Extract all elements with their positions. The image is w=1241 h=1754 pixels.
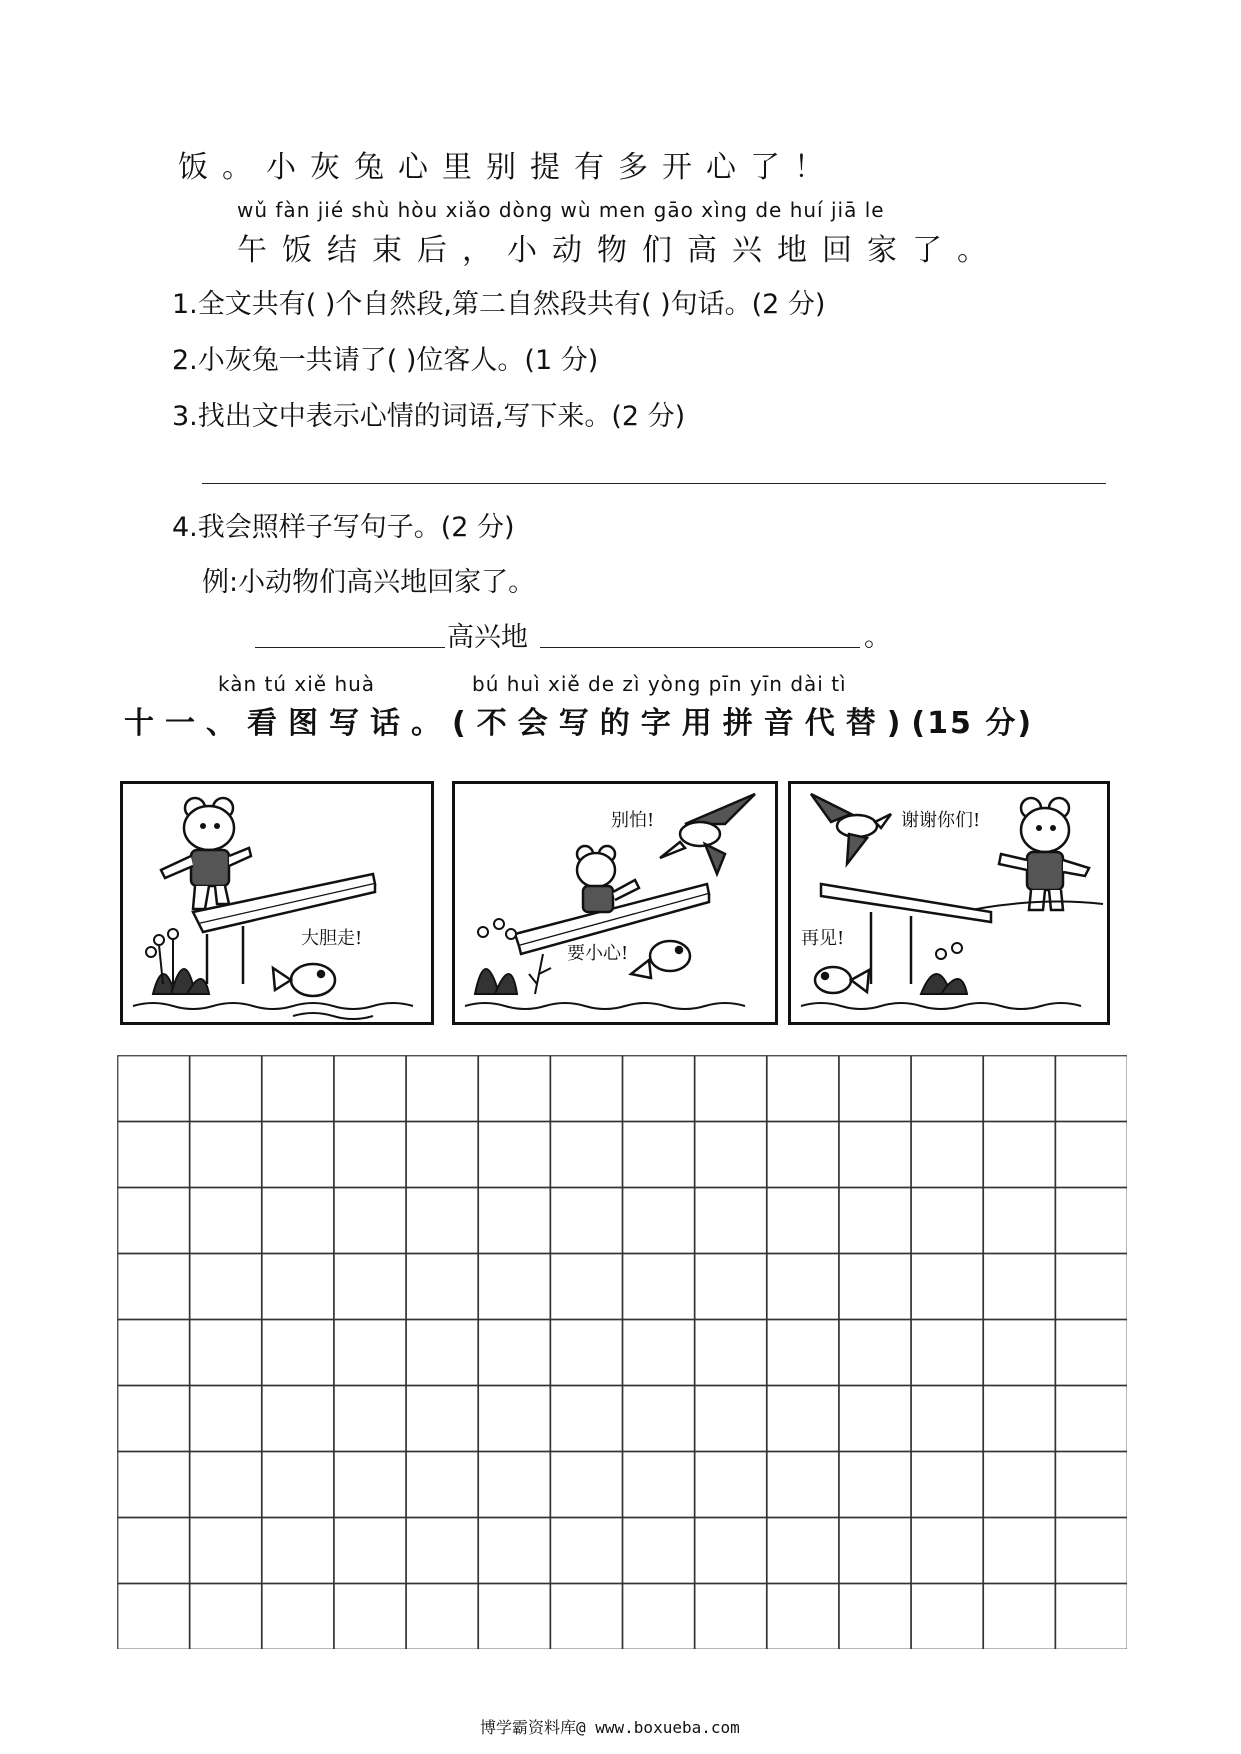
grid-cell[interactable] [839, 1254, 911, 1320]
grid-cell[interactable] [478, 1122, 550, 1188]
passage-line-1: 饭。小灰兔心里别提有多开心了！ [178, 150, 838, 185]
grid-cell[interactable] [118, 1122, 190, 1188]
grid-cell[interactable] [262, 1584, 334, 1649]
grid-cell[interactable] [695, 1254, 767, 1320]
passage-line-2-pinyin: wǔ fàn jié shù hòu xiǎo dòng wù men gāo xìng de huí jiā le [237, 198, 885, 222]
grid-cell[interactable] [695, 1452, 767, 1518]
question-4: 4.我会照样子写句子。(2 分) [172, 512, 515, 543]
grid-cell[interactable] [983, 1056, 1055, 1122]
grid-cell[interactable] [551, 1254, 623, 1320]
grid-cell[interactable] [1056, 1452, 1127, 1518]
grid-cell[interactable] [1056, 1188, 1127, 1254]
grid-cell[interactable] [983, 1518, 1055, 1584]
grid-cell[interactable] [334, 1320, 406, 1386]
grid-cell[interactable] [118, 1518, 190, 1584]
grid-cell[interactable] [551, 1122, 623, 1188]
question-4-fill-end: 。 [864, 622, 891, 653]
grid-cell[interactable] [118, 1188, 190, 1254]
grid-cell[interactable] [623, 1518, 695, 1584]
grid-cell[interactable] [406, 1254, 478, 1320]
grid-cell[interactable] [262, 1122, 334, 1188]
grid-cell[interactable] [334, 1584, 406, 1649]
grid-cell[interactable] [623, 1122, 695, 1188]
grid-cell[interactable] [334, 1188, 406, 1254]
grid-cell[interactable] [190, 1452, 262, 1518]
grid-cell[interactable] [623, 1188, 695, 1254]
grid-cell[interactable] [1056, 1320, 1127, 1386]
footer-watermark: 博学霸资料库@ www.boxueba.com [480, 1718, 740, 1737]
grid-cell[interactable] [911, 1320, 983, 1386]
grid-cell[interactable] [839, 1188, 911, 1254]
grid-cell[interactable] [551, 1584, 623, 1649]
panel-3-speech-fish: 再见! [801, 928, 845, 949]
grid-cell[interactable] [334, 1518, 406, 1584]
grid-cell[interactable] [767, 1254, 839, 1320]
grid-cell[interactable] [118, 1320, 190, 1386]
grid-cell[interactable] [695, 1056, 767, 1122]
grid-cell[interactable] [983, 1584, 1055, 1649]
grid-cell[interactable] [478, 1518, 550, 1584]
grid-cell[interactable] [334, 1452, 406, 1518]
grid-cell[interactable] [262, 1386, 334, 1452]
grid-cell[interactable] [839, 1320, 911, 1386]
grid-cell[interactable] [190, 1584, 262, 1649]
grid-cell[interactable] [839, 1518, 911, 1584]
grid-cell[interactable] [478, 1254, 550, 1320]
grid-cell[interactable] [767, 1518, 839, 1584]
grid-cell[interactable] [190, 1056, 262, 1122]
grid-cell[interactable] [1056, 1518, 1127, 1584]
grid-cell[interactable] [623, 1386, 695, 1452]
grid-cell[interactable] [695, 1320, 767, 1386]
grid-cell[interactable] [406, 1518, 478, 1584]
grid-cell[interactable] [551, 1188, 623, 1254]
grid-cell[interactable] [983, 1254, 1055, 1320]
grid-cell[interactable] [406, 1584, 478, 1649]
grid-cell[interactable] [478, 1584, 550, 1649]
grid-cell[interactable] [911, 1122, 983, 1188]
grid-cell[interactable] [911, 1254, 983, 1320]
grid-cell[interactable] [262, 1518, 334, 1584]
grid-cell[interactable] [767, 1584, 839, 1649]
grid-cell[interactable] [262, 1254, 334, 1320]
question-2: 2.小灰兔一共请了( )位客人。(1 分) [172, 345, 599, 376]
grid-cell[interactable] [767, 1320, 839, 1386]
grid-cell[interactable] [118, 1452, 190, 1518]
grid-cell[interactable] [190, 1386, 262, 1452]
grid-cell[interactable] [767, 1452, 839, 1518]
grid-cell[interactable] [190, 1320, 262, 1386]
grid-cell[interactable] [478, 1188, 550, 1254]
grid-cell[interactable] [334, 1386, 406, 1452]
panel-1-illustration [123, 784, 431, 1022]
grid-cell[interactable] [839, 1386, 911, 1452]
grid-cell[interactable] [911, 1518, 983, 1584]
panel-2-speech-bird: 别怕! [611, 810, 655, 831]
section-11-title-note: (不会写的字用拼音代替) [452, 706, 912, 741]
grid-cell[interactable] [551, 1386, 623, 1452]
grid-cell[interactable] [551, 1320, 623, 1386]
section-11-pinyin-b: bú huì xiě de zì yòng pīn yīn dài tì [472, 672, 847, 696]
grid-cell[interactable] [478, 1056, 550, 1122]
grid-cell[interactable] [478, 1452, 550, 1518]
grid-cell[interactable] [406, 1320, 478, 1386]
grid-cell[interactable] [334, 1056, 406, 1122]
grid-cell[interactable] [118, 1386, 190, 1452]
grid-cell[interactable] [190, 1122, 262, 1188]
section-11-score: (15 分) [911, 706, 1034, 741]
grid-cell[interactable] [551, 1452, 623, 1518]
grid-cell[interactable] [911, 1386, 983, 1452]
picture-panel-1 [120, 781, 434, 1025]
picture-panel-2 [452, 781, 778, 1025]
grid-cell[interactable] [623, 1254, 695, 1320]
panel-2-speech-fish: 要小心! [567, 943, 629, 964]
grid-cell[interactable] [767, 1122, 839, 1188]
grid-cell[interactable] [262, 1320, 334, 1386]
grid-cell[interactable] [839, 1452, 911, 1518]
grid-cell[interactable] [406, 1122, 478, 1188]
grid-cell[interactable] [983, 1188, 1055, 1254]
grid-cell[interactable] [334, 1122, 406, 1188]
writing-grid-lines [117, 1055, 1127, 1649]
grid-cell[interactable] [406, 1188, 478, 1254]
grid-cell[interactable] [551, 1056, 623, 1122]
grid-cell[interactable] [767, 1056, 839, 1122]
writing-grid[interactable] [117, 1055, 1127, 1649]
question-4-blank-2[interactable] [540, 647, 860, 648]
section-11-pinyin-a: kàn tú xiě huà [218, 672, 376, 696]
grid-cell[interactable] [406, 1452, 478, 1518]
grid-cell[interactable] [406, 1056, 478, 1122]
grid-cell[interactable] [623, 1584, 695, 1649]
grid-cell[interactable] [1056, 1584, 1127, 1649]
grid-cell[interactable] [478, 1320, 550, 1386]
grid-cell[interactable] [1056, 1386, 1127, 1452]
grid-cell[interactable] [695, 1518, 767, 1584]
grid-cell[interactable] [262, 1188, 334, 1254]
grid-cell[interactable] [767, 1386, 839, 1452]
section-11-title-main: 十一、看图写话。 [124, 706, 452, 741]
grid-cell[interactable] [839, 1122, 911, 1188]
grid-cell[interactable] [118, 1056, 190, 1122]
grid-cell[interactable] [118, 1254, 190, 1320]
grid-cell[interactable] [623, 1320, 695, 1386]
grid-cell[interactable] [262, 1056, 334, 1122]
grid-cell[interactable] [983, 1452, 1055, 1518]
question-3-answer-line[interactable] [202, 483, 1106, 484]
grid-cell[interactable] [911, 1452, 983, 1518]
question-3: 3.找出文中表示心情的词语,写下来。(2 分) [172, 401, 686, 432]
question-4-fill-word: 高兴地 [447, 622, 528, 653]
grid-cell[interactable] [623, 1056, 695, 1122]
grid-cell[interactable] [839, 1056, 911, 1122]
panel-3-speech-bird: 谢谢你们! [901, 810, 981, 831]
grid-cell[interactable] [767, 1188, 839, 1254]
grid-cell[interactable] [262, 1452, 334, 1518]
question-1: 1.全文共有( )个自然段,第二自然段共有( )句话。(2 分) [172, 289, 826, 320]
grid-cell[interactable] [1056, 1122, 1127, 1188]
grid-cell[interactable] [695, 1584, 767, 1649]
grid-cell[interactable] [911, 1188, 983, 1254]
picture-panel-3 [788, 781, 1110, 1025]
grid-cell[interactable] [983, 1320, 1055, 1386]
section-11-title [124, 698, 1033, 742]
grid-cell[interactable] [839, 1584, 911, 1649]
grid-cell[interactable] [911, 1056, 983, 1122]
grid-cell[interactable] [1056, 1254, 1127, 1320]
grid-cell[interactable] [190, 1254, 262, 1320]
grid-cell[interactable] [118, 1584, 190, 1649]
question-4-example: 例:小动物们高兴地回家了。 [202, 567, 536, 598]
grid-cell[interactable] [551, 1518, 623, 1584]
grid-cell[interactable] [190, 1188, 262, 1254]
grid-cell[interactable] [911, 1584, 983, 1649]
grid-cell[interactable] [695, 1386, 767, 1452]
grid-cell[interactable] [695, 1188, 767, 1254]
grid-cell[interactable] [695, 1122, 767, 1188]
grid-cell[interactable] [406, 1386, 478, 1452]
passage-line-2: 午饭结束后，小动物们高兴地回家了。 [237, 233, 1002, 268]
grid-cell[interactable] [190, 1518, 262, 1584]
grid-cell[interactable] [983, 1122, 1055, 1188]
panel-1-speech: 大胆走! [301, 928, 363, 949]
grid-cell[interactable] [478, 1386, 550, 1452]
grid-cell[interactable] [334, 1254, 406, 1320]
grid-cell[interactable] [983, 1386, 1055, 1452]
question-4-blank-1[interactable] [255, 647, 445, 648]
grid-cell[interactable] [1056, 1056, 1127, 1122]
grid-cell[interactable] [623, 1452, 695, 1518]
